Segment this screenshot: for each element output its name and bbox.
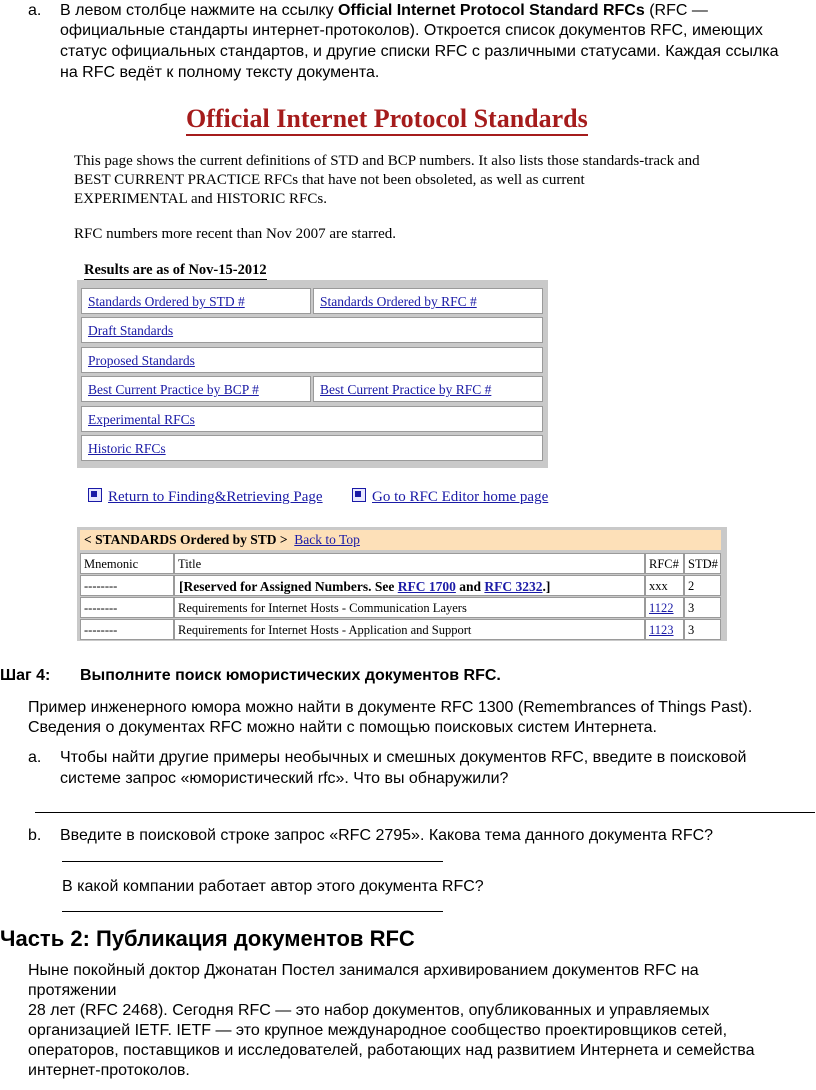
question-b-marker: b. (28, 827, 42, 844)
question-b-line2: В какой компании работает автор этого документа RFC? (62, 878, 484, 895)
table-row-rfc[interactable] (645, 619, 684, 640)
step-a-line1 (60, 0, 708, 21)
standards-table (77, 527, 727, 641)
screenshot-title: Official Internet Protocol Standards (186, 104, 588, 136)
question-b-line1: Введите в поисковой строке запрос «RFC 2795». Какова тема данного документа RFC? (60, 827, 714, 844)
link-standards-by-std[interactable] (81, 288, 311, 314)
results-caption: Results are as of Nov-15-2012 (84, 262, 267, 278)
step4-para-line1: Пример инженерного юмора можно найти в документе RFC 1300 (Remembrances of Things Past). (28, 699, 753, 716)
link-label[interactable]: Proposed Standards (88, 353, 195, 368)
starred-note: RFC numbers more recent than Nov 2007 are starred. (74, 226, 396, 242)
rfc-1700-link[interactable]: RFC 1700 (397, 579, 456, 594)
link-historic-rfcs[interactable] (81, 435, 543, 461)
step4-label: Шаг 4: (0, 667, 51, 684)
rfc-3232-link[interactable]: RFC 3232 (484, 579, 543, 594)
back-to-top-link[interactable]: Back to Top (294, 532, 360, 547)
row1-title-post: .] (542, 579, 551, 594)
rfc-1122-link[interactable]: 1122 (649, 601, 674, 615)
col-header-std: STD# (684, 553, 721, 574)
link-experimental-rfcs[interactable] (81, 406, 543, 432)
return-link[interactable] (88, 488, 323, 506)
link-label[interactable]: Historic RFCs (88, 441, 166, 456)
table-header-title: < STANDARDS Ordered by STD > (84, 532, 288, 547)
screenshot-intro (74, 152, 754, 209)
link-draft-standards[interactable] (81, 317, 543, 343)
part2-line: операторов, поставщиков и исследователей, работающих над развитием Интернета и семейства (28, 1042, 755, 1059)
link-bcp-by-rfc[interactable] (313, 376, 543, 402)
table-row-rfc[interactable] (645, 597, 684, 618)
link-proposed-standards[interactable] (81, 347, 543, 373)
link-label[interactable]: Best Current Practice by BCP # (88, 382, 259, 397)
answer-line-b1[interactable] (62, 861, 443, 862)
home-page-icon (352, 488, 366, 502)
intro-line: BEST CURRENT PRACTICE RFCs that have not been obsoleted, as well as current (74, 172, 585, 188)
link-label[interactable]: Best Current Practice by RFC # (320, 382, 492, 397)
link-bcp-by-bcp[interactable] (81, 376, 311, 402)
part2-line: организацией IETF. IETF — это крупное международное сообщество проектировщиков сетей, (28, 1022, 728, 1039)
rfc-editor-home-link[interactable] (352, 488, 548, 506)
row1-and: and (455, 579, 485, 594)
col-header-mnemonic: Mnemonic (80, 553, 174, 574)
step-a-line3: статус официальных стандартов, и другие списки RFC с различными статусами. Каждая ссылка (60, 43, 779, 60)
col-header-title: Title (174, 553, 645, 574)
row1-title-pre: [Reserved for Assigned Numbers. See (179, 579, 398, 594)
part2-line: 28 лет (RFC 2468). Сегодня RFC — это набор документов, опубликованных и управляемых (28, 1002, 710, 1019)
link-label[interactable]: Standards Ordered by RFC # (320, 294, 477, 309)
step-a-marker: a. (28, 2, 42, 19)
link-label[interactable]: Experimental RFCs (88, 412, 195, 427)
rfc-1123-link[interactable]: 1123 (649, 623, 674, 637)
answer-line-b2[interactable] (62, 911, 443, 912)
part2-heading: Часть 2: Публикация документов RFC (0, 926, 415, 951)
standards-table-header (80, 530, 721, 550)
part2-line: интернет-протоколов. (28, 1062, 190, 1079)
step4-para-line2: Сведения о документах RFC можно найти с помощью поисковых систем Интернета. (28, 719, 657, 736)
question-a-marker: a. (28, 749, 42, 766)
table-row-std: 2 (684, 575, 721, 596)
question-a-line1: Чтобы найти другие примеры необычных и смешных документов RFC, введите в поисковой (60, 749, 747, 766)
question-a-line2: системе запрос «юмористический rfc». Что вы обнаружили? (60, 770, 509, 787)
table-row-rfc: xxx (645, 575, 684, 596)
results-links-table (77, 280, 548, 468)
table-row-mnemonic: -------- (80, 619, 174, 640)
step-a-line1-post: (RFC — (644, 2, 708, 19)
answer-line-a[interactable] (35, 812, 815, 813)
table-row-std: 3 (684, 619, 721, 640)
step-a-line2: официальные стандарты интернет-протоколов). Откроется список документов RFC, имеющих (60, 22, 763, 39)
link-standards-by-rfc[interactable] (313, 288, 543, 314)
return-arrow-icon (88, 488, 102, 502)
table-row-title: Requirements for Internet Hosts - Application and Support (174, 619, 645, 640)
col-header-rfc: RFC# (645, 553, 684, 574)
table-row-mnemonic: -------- (80, 597, 174, 618)
step-a-line1-bold: Official Internet Protocol Standard RFCs (338, 2, 645, 19)
table-row-title: Requirements for Internet Hosts - Communication Layers (174, 597, 645, 618)
part2-line: Ныне покойный доктор Джонатан Постел занимался архивированием документов RFC на (28, 962, 699, 979)
step-a-line1-pre: В левом столбце нажмите на ссылку (60, 2, 339, 19)
step-a-line4: на RFC ведёт к полному тексту документа. (60, 64, 380, 81)
link-label[interactable]: Draft Standards (88, 323, 174, 338)
table-row-mnemonic: -------- (80, 575, 174, 596)
rfc-editor-link-label[interactable]: Go to RFC Editor home page (372, 489, 549, 505)
part2-line: протяжении (28, 982, 117, 999)
return-link-label[interactable]: Return to Finding&Retrieving Page (108, 489, 323, 505)
table-row-std: 3 (684, 597, 721, 618)
link-label[interactable]: Standards Ordered by STD # (88, 294, 245, 309)
intro-line: This page shows the current definitions of STD and BCP numbers. It also lists those standards-track and (74, 153, 700, 169)
table-row-title (174, 575, 645, 596)
intro-line: EXPERIMENTAL and HISTORIC RFCs. (74, 191, 327, 207)
step4-title: Выполните поиск юмористических документов RFC. (80, 667, 501, 684)
